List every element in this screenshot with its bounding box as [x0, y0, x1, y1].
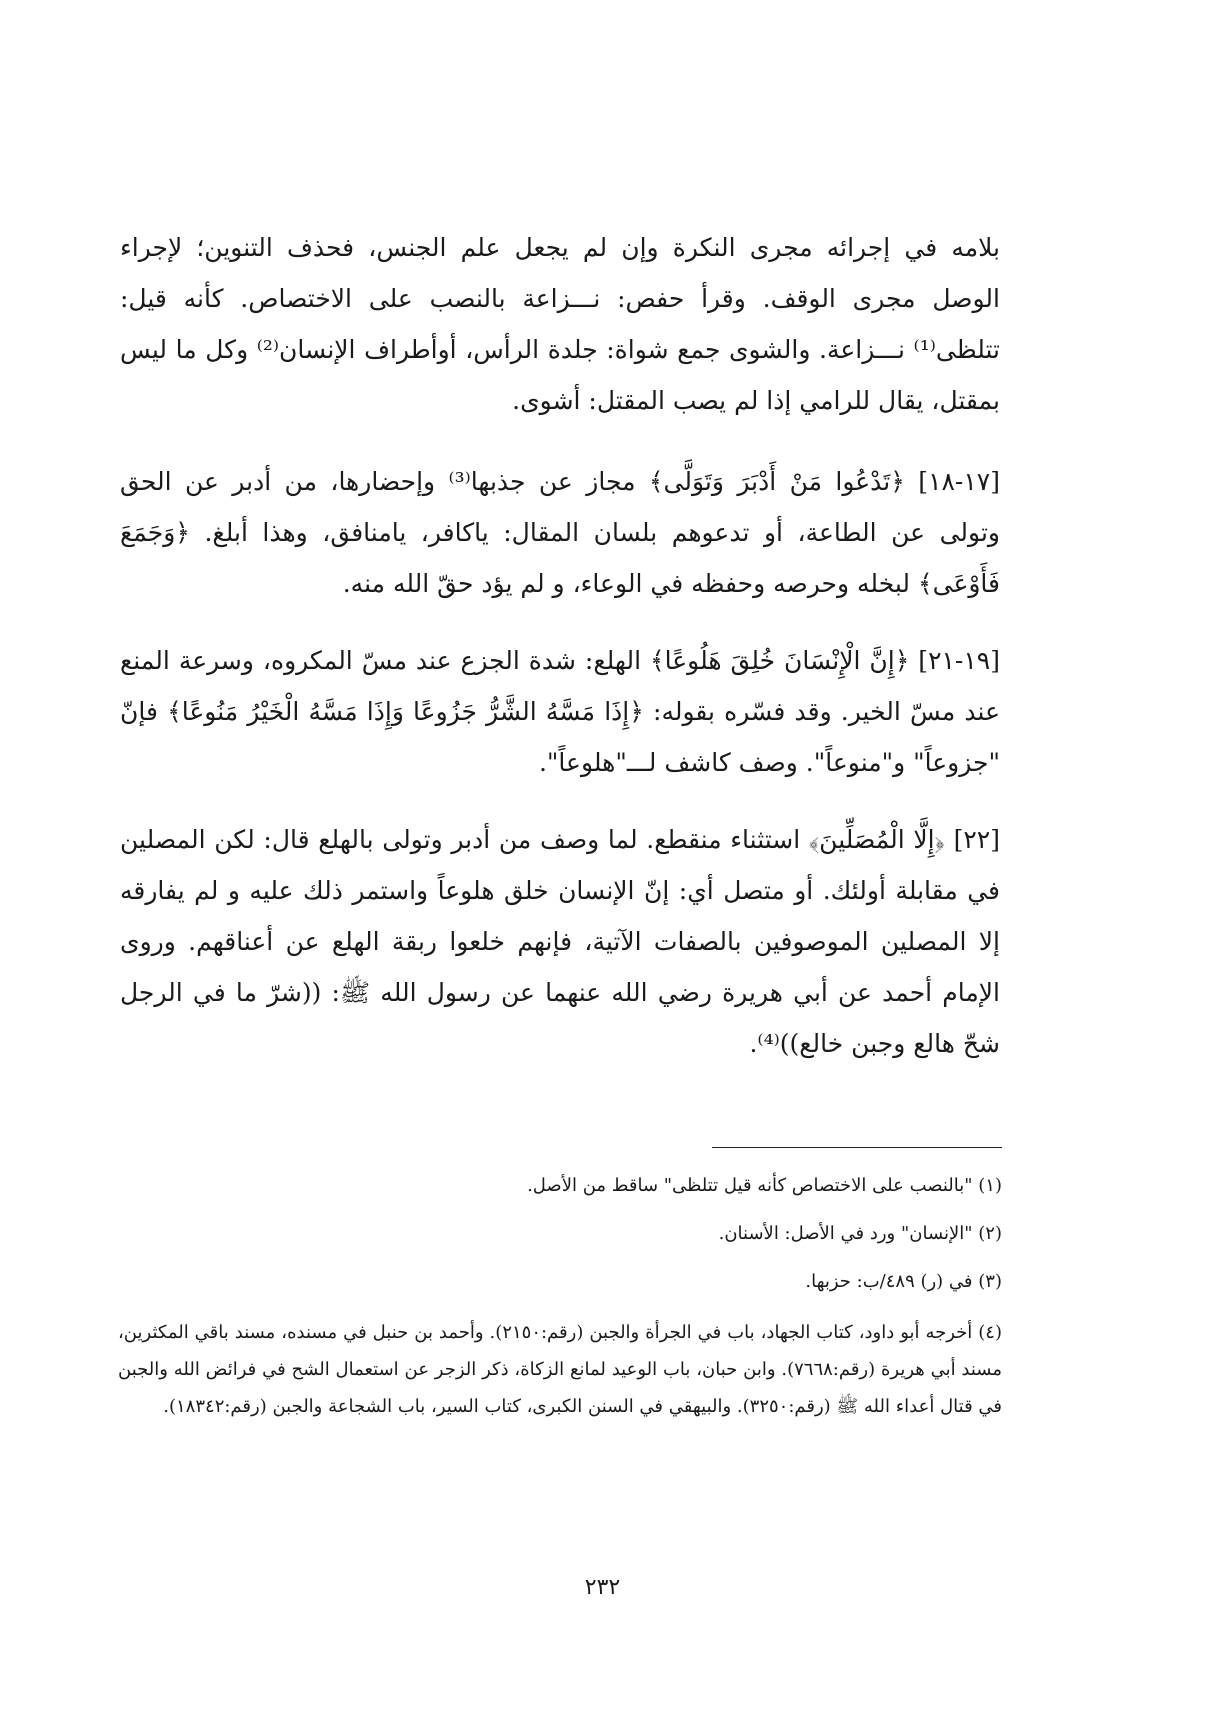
paragraph-commentary-intro: بلامه في إجرائه مجرى النكرة وإن لم يجعل علم الجنس، فحذف التنوين؛ لإجراء الوصل مجرى الوقف. وقرأ حفص: نـــزاعة بالنصب على الاختصاص. كأنه قيل: تتلظى⁽¹⁾ نـــزاعة. والشوى جمع شواة: جلدة الرأس، أوأطراف الإنسان⁽²⁾ وكل ما ليس بمقتل، يقال للرامي إذا لم يصب المقتل: أشوى.	[120, 233, 1000, 415]
main-text	[120, 222, 1000, 1095]
paragraph-verses-19-21: [١٩-٢١] ﴿إِنَّ الْإِنْسَانَ خُلِقَ هَلُوعًا﴾ الهلع: شدة الجزع عند مسّ المكروه، وسرعة المنع عند مسّ الخير. وقد فسّره بقوله: ﴿إِذَا مَسَّهُ الشَّرُّ جَزُوعًا وَإِذَا مَسَّهُ الْخَيْرُ مَنُوعًا﴾ فإنّ "جزوعاً" و"منوعاً". وصف كاشف لـــ"هلوعاً".	[120, 646, 1000, 777]
paragraph-verses-17-18: [١٧-١٨] ﴿تَدْعُوا مَنْ أَدْبَرَ وَتَوَلَّى﴾ مجاز عن جذبها⁽³⁾ وإحضارها، من أدبر عن الحق وتولى عن الطاعة، أو تدعوهم بلسان المقال: ياكافر، يامنافق، وهذا أبلغ. ﴿وَجَمَعَ فَأَوْعَى﴾ لبخله وحرصه وحفظه في الوعاء، و لم يؤد حقّ الله منه.	[120, 467, 1000, 598]
footnote-separator	[712, 1147, 1002, 1148]
footnote-3: (٣) في (ر) ٤٨٩/ب: حزبها.	[805, 1271, 1002, 1292]
footnote-1: (١) "بالنصب على الاختصاص كأنه قيل تتلظى" ساقط من الأصل.	[527, 1175, 1002, 1196]
footnote-2: (٢) "الإنسان" ورد في الأصل: الأسنان.	[718, 1223, 1002, 1244]
page-number: ٢٣٢	[584, 1575, 621, 1600]
footnote-4: (٤) أخرجه أبو داود، كتاب الجهاد، باب في الجرأة والجبن (رقم:٢١٥٠). وأحمد بن حنبل في مسنده، مسند باقي المكثرين، مسند أبي هريرة (رقم:٧٦٦٨). وابن حبان، باب الوعيد لمانع الزكاة، ذكر الزجر عن استعمال الشح في فرائض الله والجبن في قتال أعداء الله ﷺ (رقم:٣٢٥٠). والبيهقي في السنن الكبرى، كتاب السير، باب الشجاعة والجبن (رقم:١٨٣٤٢).	[118, 1322, 1003, 1417]
footnotes	[118, 1170, 1002, 1441]
paragraph-verse-22: [٢٢] ﴿إِلَّا الْمُصَلِّينَ﴾ استثناء منقطع. لما وصف من أدبر وتولى بالهلع قال: لكن المصلين في مقابلة أولئك. أو متصل أي: إنّ الإنسان خلق هلوعاً واستمر ذلك عليه و لم يفارقه إلا المصلين الموصوفين بالصفات الآتية، فإنهم خلعوا ربقة الهلع عن أعناقهم. وروى الإمام أحمد عن أبي هريرة رضي الله عنهما عن رسول الله ﷺ: ((شرّ ما في الرجل شحّ هالع وجبن خالع))⁽⁴⁾.	[120, 825, 1000, 1058]
